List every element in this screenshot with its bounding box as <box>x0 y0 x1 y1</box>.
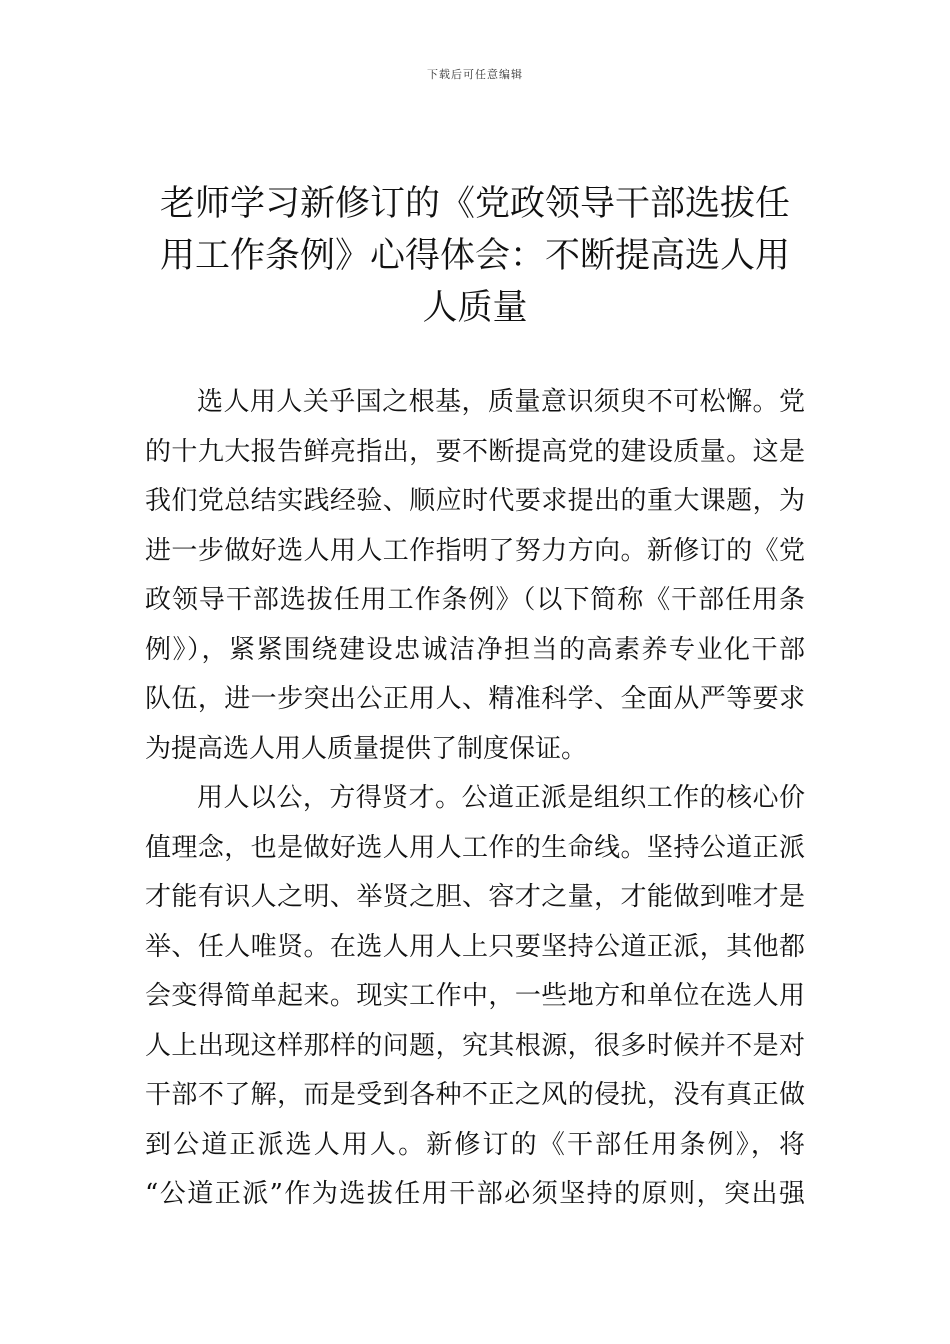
paragraph-2-line-4: 举、任人唯贤。在选人用人上只要坚持公道正派，其他都 <box>145 931 805 962</box>
paragraph-1-line-3: 我们党总结实践经验、顺应时代要求提出的重大课题，为 <box>145 486 805 516</box>
paragraph-1-line-6: 例》），紧紧围绕建设忠诚洁净担当的高素养专业化干部 <box>145 634 805 665</box>
title-line-1: 老师学习新修订的《党政领导干部选拔任 <box>159 184 790 224</box>
paragraph-1-line-2: 的十九大报告鲜亮指出，要不断提高党的建设质量。这是 <box>145 436 805 467</box>
paragraph-1-line-1: 选人用人关乎国之根基，质量意识须臾不可松懈。党 <box>197 387 805 417</box>
paragraph-2-line-7: 干部不了解，而是受到各种不正之风的侵扰，没有真正做 <box>145 1080 805 1110</box>
header-note: 下载后可任意编辑 <box>427 68 523 81</box>
title-line-3: 人质量 <box>422 288 528 328</box>
paragraph-1-line-5: 政领导干部选拔任用工作条例》（以下简称《干部任用条 <box>145 585 805 615</box>
paragraph-2-line-1: 用人以公，方得贤才。公道正派是组织工作的核心价 <box>197 783 805 813</box>
paragraph-2-line-5: 会变得简单起来。现实工作中，一些地方和单位在选人用 <box>145 981 805 1011</box>
paragraph-2-line-3: 才能有识人之明、举贤之胆、容才之量，才能做到唯才是 <box>145 882 805 912</box>
paragraph-2-line-9: “公道正派”作为选拔任用干部必须坚持的原则，突出强 <box>145 1179 805 1209</box>
document-title <box>150 178 800 334</box>
paragraph-2-line-6: 人上出现这样那样的问题，究其根源，很多时候并不是对 <box>145 1030 805 1061</box>
paragraph-1-line-7: 队伍，进一步突出公正用人、精准科学、全面从严等要求 <box>145 684 805 714</box>
document-body <box>145 378 805 1220</box>
paragraph-1-line-8: 为提高选人用人质量提供了制度保证。 <box>145 733 588 764</box>
title-line-2: 用工作条例》心得体会：不断提高选人用 <box>159 236 790 276</box>
paragraph-2-line-2: 值理念，也是做好选人用人工作的生命线。坚持公道正派 <box>145 832 805 863</box>
paragraph-2-line-8: 到公道正派选人用人。新修订的《干部任用条例》，将 <box>145 1129 805 1160</box>
paragraph-1-line-4: 进一步做好选人用人工作指明了努力方向。新修订的《党 <box>145 535 805 566</box>
